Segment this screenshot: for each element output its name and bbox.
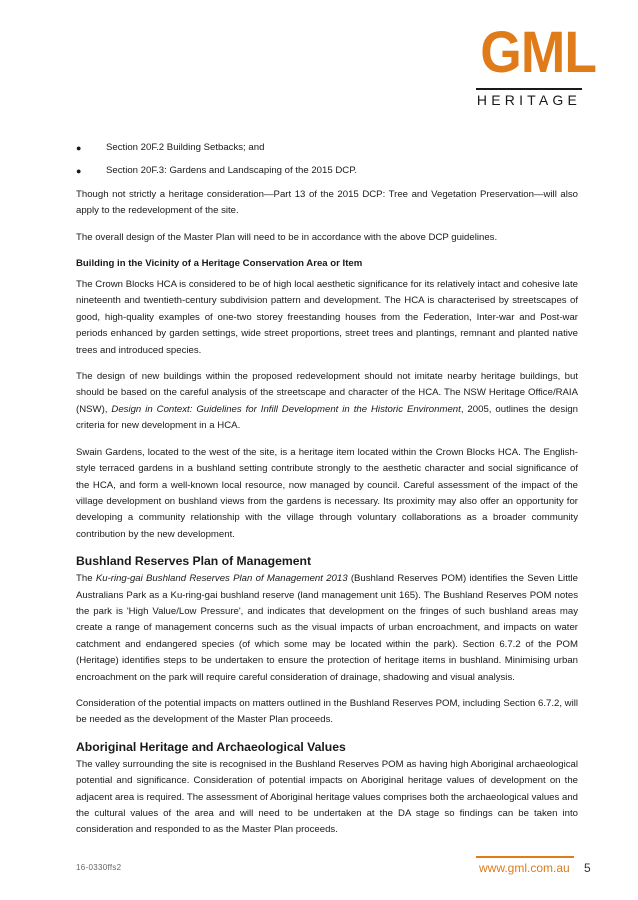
guideline-title: Design in Context: Guidelines for Infill Development in the Historic Environment	[111, 403, 461, 415]
list-item: ● Section 20F.3: Gardens and Landscaping of the 2015 DCP.	[76, 163, 578, 179]
logo-subtitle: HERITAGE	[476, 92, 582, 108]
website-link[interactable]: www.gml.com.au	[479, 861, 570, 875]
bullet-icon: ●	[76, 166, 82, 177]
swain-gardens-paragraph: Swain Gardens, located to the west of the site, is a heritage item located within the Crown Blocks HCA. The English-style terraced gardens in a bushland setting contribute strongly to the aesthetic character and social significance of the HCA, and form a well-known local resource, now managed by council. Careful assessment of the impact of the village development on bushland views from the gardens is necessary. Its proximity may also offer an opportunity for developing a community relationship with the village through voluntary collaborations as a broader community contribution by the new development.	[76, 446, 578, 540]
bullet-icon: ●	[76, 143, 82, 153]
dcp-bullet-list	[76, 140, 578, 180]
crown-blocks-paragraph: The Crown Blocks HCA is considered to be of high local aesthetic significance for its relatively intact and cohesive late nineteenth and twentieth-century subdivision pattern and development. The HCA is characterised by streetscapes of good, high-quality examples of one-two storey freestanding houses from the Federation, Inter-war and Post-war periods enhanced by garden settings, wide street proportions, street trees and plantings, remnant and planted native trees and introduced species.	[76, 279, 578, 356]
tree-preservation-paragraph: Though not strictly a heritage consideration—Part 13 of the 2015 DCP: Tree and Vegetation Preservation—will also apply to the redevelopment of the site.	[76, 188, 578, 217]
new-buildings-paragraph: The design of new buildings within the proposed redevelopment should not imitate nearby heritage buildings, but should be based on the careful analysis of the streetscape and character of the HCA. The NSW Heritage Office/RAIA (NSW), Design in Context: Guidelines for Infill Development in the Historic Environment, 2005, outlines the design criteria for new development in a HCA.	[76, 371, 578, 432]
pom-title: Ku-ring-gai Bushland Reserves Plan of Management 2013	[95, 573, 348, 585]
document-body	[76, 140, 578, 849]
list-item: ● Section 20F.2 Building Setbacks; and	[76, 140, 578, 156]
gml-heritage-logo	[476, 20, 597, 110]
aboriginal-heading: Aboriginal Heritage and Archaeological Values	[76, 739, 346, 754]
vicinity-heading: Building in the Vicinity of a Heritage Conservation Area or Item	[76, 258, 363, 270]
document-code: 16-0330ffs2	[76, 863, 122, 872]
page-number: 5	[584, 861, 591, 875]
overall-design-paragraph: The overall design of the Master Plan will need to be in accordance with the above DCP guidelines.	[76, 231, 498, 243]
bushland-pom-paragraph: The Ku-ring-gai Bushland Reserves Plan of Management 2013 (Bushland Reserves POM) identifies the Seven Little Australians Park as a Ku-ring-gai bushland reserve (land management unit 165). The Bushland Reserves POM notes the park is 'High Value/Low Pressure', and indicates that development on the fringes of such bushland areas may create a range of management concerns such as the visual impacts of urban encroachment, and impacts on water catchment and endangered species (of which some may be located within the park). Section 6.7.2 of the POM (Heritage) identifies steps to be undertaken to ensure the protection of heritage items in bushland. Minimising urban encroachment on the park will require careful consideration of drainage, shadowing and visual analysis.	[76, 573, 578, 683]
aboriginal-paragraph: The valley surrounding the site is recognised in the Bushland Reserves POM as having high Aboriginal archaeological potential and significance. Consideration of potential impacts on Aboriginal heritage values of development on the adjacent area is required. The assessment of Aboriginal heritage values comprises both the archaeological values and the cultural values of the area and will need to be undertaken at the DA stage so findings can be taken into consideration and responded to as the Master Plan proceeds.	[76, 758, 578, 836]
bushland-consideration-paragraph: Consideration of the potential impacts on matters outlined in the Bushland Reserves POM, including Section 6.7.2, will be needed as the development of the Master Plan proceeds.	[76, 697, 578, 726]
footer-divider	[476, 856, 574, 858]
logo-wordmark: GML	[480, 20, 597, 85]
logo-divider	[476, 88, 582, 90]
bushland-heading: Bushland Reserves Plan of Management	[76, 554, 312, 569]
